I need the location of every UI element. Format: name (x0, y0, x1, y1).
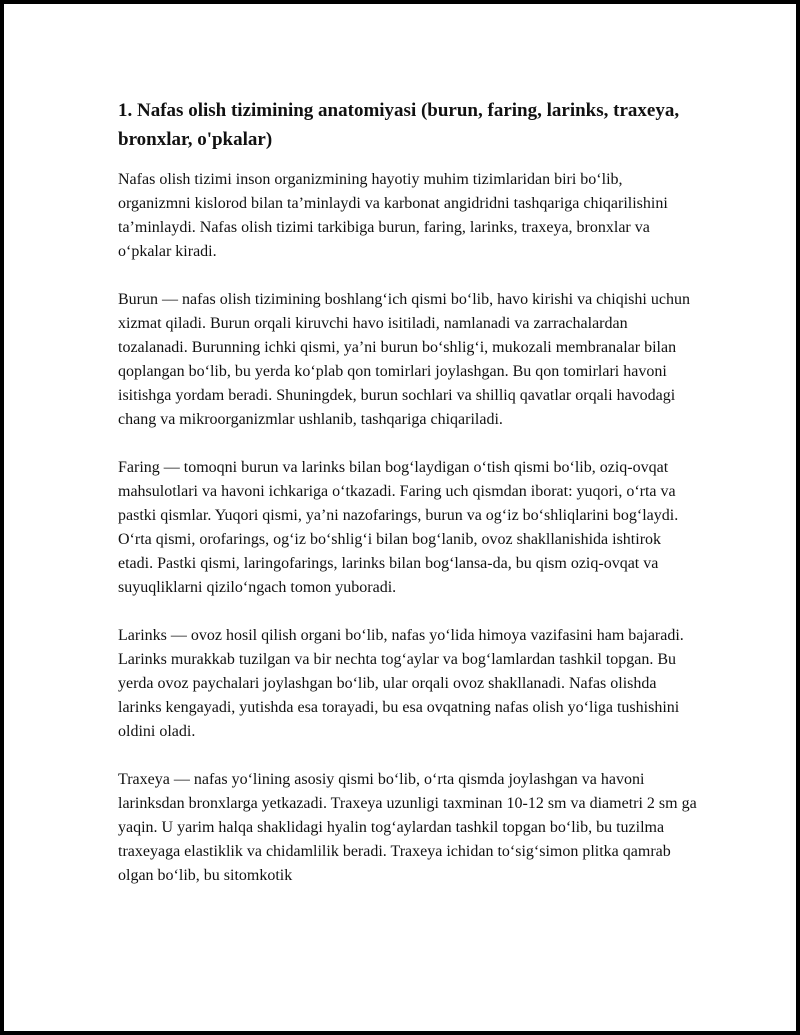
paragraph-burun: Burun — nafas olish tizimining boshlang‘ich qismi bo‘lib, havo kirishi va chiqishi uchun xizmat qiladi. Burun orqali kiruvchi havo isitiladi, namlanadi va zarrachalardan tozalanadi. Burunning ichki qismi, ya’ni burun bo‘shlig‘i, mukozali membranalar bilan qoplangan bo‘lib, bu yerda ko‘plab qon tomirlari joylashgan. Bu qon tomirlari havoni isitishga yordam beradi. Shuningdek, burun sochlari va shilliq qavatlar orqali havodagi chang va mikroorganizmlar ushlanib, tashqariga chiqariladi. (118, 291, 690, 428)
paragraph-intro: Nafas olish tizimi inson organizmining hayotiy muhim tizimlaridan biri bo‘lib, organizmni kislorod bilan ta’minlaydi va karbonat angidridni tashqariga chiqarilishini ta’minlaydi. Nafas olish tizimi tarkibiga burun, faring, larinks, traxeya, bronxlar va o‘pkalar kiradi. (118, 171, 668, 260)
section-heading: 1. Nafas olish tizimining anatomiyasi (burun, faring, larinks, traxeya, bronxlar, o'pkalar) (118, 100, 680, 150)
document-body (118, 96, 698, 912)
paragraph-traxeya: Traxeya — nafas yo‘lining asosiy qismi bo‘lib, o‘rta qismda joylashgan va havoni larinksdan bronxlarga yetkazadi. Traxeya uzunligi taxminan 10-12 sm va diametri 2 sm ga yaqin. U yarim halqa shaklidagi hyalin tog‘aylardan tashkil topgan bo‘lib, bu tuzilma traxeyaga elastiklik va chidamlilik beradi. Traxeya ichidan to‘sig‘simon plitka qamrab olgan bo‘lib, bu sitomkotik (118, 771, 697, 884)
paragraph-larinks: Larinks — ovoz hosil qilish organi bo‘lib, nafas yo‘lida himoya vazifasini ham bajaradi. Larinks murakkab tuzilgan va bir nechta tog‘aylar va bog‘lamlardan tashkil topgan. Bu yerda ovoz paychalari joylashgan bo‘lib, ular orqali ovoz shakllanadi. Nafas olishda larinks kengayadi, yutishda esa torayadi, bu esa ovqatning nafas olish yo‘liga tushishini oldini oladi. (118, 627, 684, 740)
paragraph-faring: Faring — tomoqni burun va larinks bilan bog‘laydigan o‘tish qismi bo‘lib, oziq-ovqat mahsulotlari va havoni ichkariga o‘tkazadi. Faring uch qismdan iborat: yuqori, o‘rta va pastki qismlar. Yuqori qismi, ya’ni nazofarings, burun va og‘iz bo‘shliqlarini bog‘laydi. O‘rta qismi, orofarings, og‘iz bo‘shlig‘i bilan bog‘lanib, ovoz shakllanishida ishtirok etadi. Pastki qismi, laringofarings, larinks bilan bog‘lansa-da, bu qism oziq-ovqat va suyuqliklarni qizilo‘ngach tomon yuboradi. (118, 459, 679, 596)
